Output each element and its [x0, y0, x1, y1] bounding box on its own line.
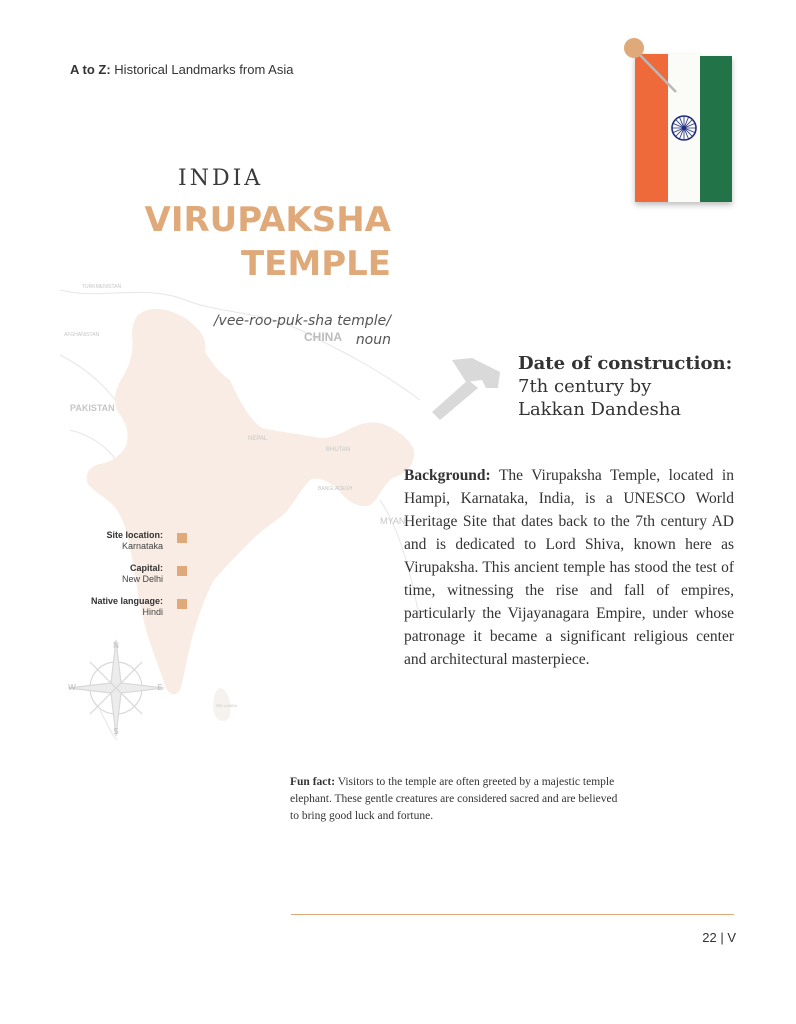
- square-marker-icon: [177, 566, 187, 576]
- series-title-rest: Historical Landmarks from Asia: [114, 62, 294, 77]
- compass-e: E: [157, 683, 163, 692]
- phonetic-spelling: /vee-roo-puk-sha temple/: [213, 313, 391, 329]
- fact-value: New Delhi: [121, 574, 163, 584]
- compass-s: S: [113, 727, 119, 736]
- fact-value: Karnataka: [121, 541, 163, 551]
- pronunciation: [214, 312, 391, 350]
- fun-fact-label: Fun fact:: [290, 776, 336, 788]
- map-label-myanmar: MYAN: [380, 516, 406, 526]
- fact-label: Site location:: [106, 530, 163, 540]
- construction-label: Date of construction:: [518, 353, 733, 374]
- page-number: 22 | V: [702, 930, 736, 945]
- fact-site-location: [90, 530, 190, 563]
- compass-rose-icon: [68, 640, 164, 736]
- construction-line-2: Lakkan Dandesha: [518, 399, 682, 420]
- map-label-afghanistan: AFGHANISTAN: [64, 332, 100, 338]
- square-marker-icon: [177, 599, 187, 609]
- map-label-china: CHINA: [304, 330, 342, 344]
- map-label-sri-lanka: SRI LANKA: [216, 703, 237, 708]
- india-flag: [620, 36, 740, 216]
- map-label-bangladesh: BANGLADESH: [318, 486, 353, 492]
- country-facts: [90, 530, 190, 629]
- compass-w: W: [68, 683, 76, 692]
- fact-label: Capital:: [129, 563, 163, 573]
- background-label: Background:: [404, 467, 491, 484]
- compass-n: N: [113, 641, 119, 650]
- background-paragraph: [404, 464, 734, 671]
- background-text: The Virupaksha Temple, located in Hampi, Karnataka, India, is a UNESCO World Heritage Site that dates back to the 7th century AD and is dedicated to Lord Shiva, known here as Virupaksha. This ancient temple has stood the test of time, witnessing the rise and fall of empires, particularly the Vijayanagara Empire, under whose patronage it became a significant religious center and architectural masterpiece.: [404, 467, 734, 668]
- fun-fact-paragraph: [290, 774, 622, 825]
- fact-label: Native language:: [90, 596, 163, 606]
- india-outline: [87, 309, 415, 694]
- country-name: INDIA: [178, 166, 264, 191]
- series-title-bold: A to Z:: [70, 62, 111, 77]
- footer-divider: [291, 914, 734, 915]
- map-label-nepal: NEPAL: [248, 436, 268, 442]
- map-label-turkmenistan: TURKMENISTAN: [82, 284, 122, 290]
- fact-value: Hindi: [142, 607, 163, 617]
- title-line-2: TEMPLE: [240, 244, 391, 284]
- title-line-1: VIRUPAKSHA: [144, 200, 391, 240]
- fact-native-language: [90, 596, 190, 629]
- series-header: [70, 62, 293, 77]
- date-of-construction: [518, 352, 732, 421]
- hammer-icon: [428, 352, 508, 424]
- part-of-speech: noun: [355, 332, 391, 348]
- map-label-pakistan: PAKISTAN: [70, 403, 115, 413]
- fact-capital: [90, 563, 190, 596]
- ashoka-chakra-icon: [672, 116, 696, 140]
- square-marker-icon: [177, 533, 187, 543]
- construction-line-1: 7th century by: [518, 376, 652, 397]
- map-label-bhutan: BHUTAN: [326, 447, 351, 453]
- fun-fact-text: Visitors to the temple are often greeted by a majestic temple elephant. These gentle creatures are considered sacred and are believed to bring good luck and fortune.: [290, 776, 618, 822]
